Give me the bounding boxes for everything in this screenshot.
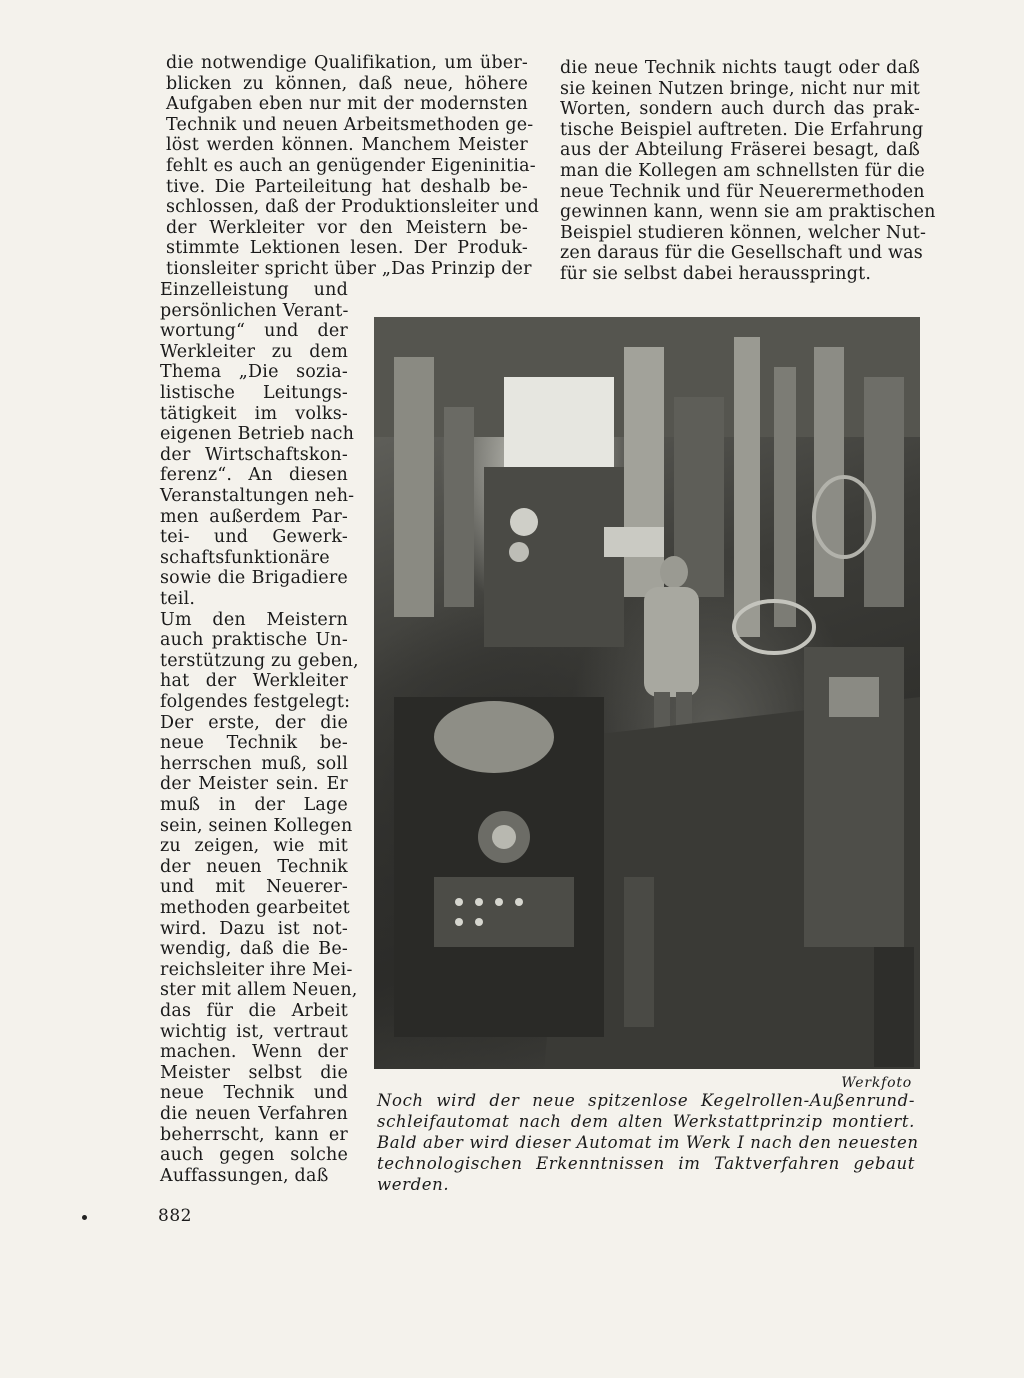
left-column-narrow-line: methoden gearbeitet [160,898,350,918]
page-number: 882 [158,1206,192,1226]
left-column-narrow-line: herrschen muß, soll [160,753,348,774]
left-column-full-line: tionsleiter spricht über „Das Prinzip der [166,259,532,279]
left-column-narrow-line: tätigkeit im volks- [160,403,348,424]
left-column-narrow-line: Um den Meistern [160,609,348,630]
caption-line: technologischen Erkenntnissen im Taktverfahren gebaut [377,1154,915,1173]
right-column-line: Beispiel studieren können, welcher Nut- [560,222,927,243]
left-column-narrow-line: wortung“ und der [160,321,348,342]
factory-photo [374,317,920,1069]
right-column-line: sie keinen Nutzen bringe, nicht nur mit [560,78,920,99]
left-column-narrow-line: terstützung zu geben, [160,650,359,671]
left-column-narrow-line: beherrscht, kann er [160,1124,348,1145]
right-column-line: man die Kollegen am schnellsten für die [560,161,925,181]
margin-mark [82,1215,87,1220]
left-column-narrow-line: wendig, daß die Be- [160,939,348,960]
left-column-narrow-line: das für die Arbeit [160,1001,348,1021]
left-column-narrow-line: neue Technik be- [160,733,348,754]
left-column-narrow-line: Meister selbst die [160,1062,348,1083]
right-column-line: aus der Abteilung Fräserei besagt, daß [560,140,920,161]
left-column-full-line: fehlt es auch an genügender Eigeninitia- [166,156,536,176]
left-column-narrow-line: Werkleiter zu dem [160,341,348,362]
caption-line: Noch wird der neue spitzenlose Kegelrollen-Außenrund- [377,1091,915,1110]
right-column-line: Worten, sondern auch durch das prak- [560,99,920,120]
left-column-narrow-line: Veranstaltungen neh- [160,486,355,506]
bright-machine-cover [504,377,614,467]
left-column-narrow-line: hat der Werkleiter [160,671,348,692]
caption-line: werden. [377,1175,450,1194]
right-column-line: tische Beispiel auftreten. Die Erfahrung [560,119,924,140]
left-column-narrow-line: muß in der Lage [160,795,348,815]
left-column-narrow-line: ster mit allem Neuen, [160,980,358,1001]
left-column-narrow-line: ferenz“. An diesen [160,465,348,486]
left-column-full-line: blicken zu können, daß neue, höhere [166,73,528,94]
left-column-narrow-line: wichtig ist, vertraut [160,1021,348,1042]
right-column-line: für sie selbst dabei herausspringt. [560,264,872,284]
left-column-full-line: die notwendige Qualifikation, um über- [166,53,528,73]
left-column-narrow-line: Thema „Die sozia- [160,362,348,383]
left-column-narrow-line: folgendes festgelegt: [160,692,351,712]
right-column-line: die neue Technik nichts taugt oder daß [560,58,920,78]
left-column-narrow-line: Einzelleistung und [160,280,348,300]
left-column-narrow-line: teil. [160,589,196,609]
left-column-narrow-line: Auffassungen, daß [160,1165,329,1186]
left-column-narrow-line: auch gegen solche [160,1145,348,1166]
left-column-full-line: schlossen, daß der Produktionsleiter und [166,197,540,218]
left-column-narrow-line: sowie die Brigadiere [160,568,348,589]
right-column-line: zen daraus für die Gesellschaft und was [560,243,923,264]
left-column-narrow-line: zu zeigen, wie mit [160,836,348,857]
caption-line: schleifautomat nach dem alten Werkstattprinzip montiert. [377,1112,915,1131]
left-column-narrow-line: tei- und Gewerk- [160,527,348,548]
left-column-narrow-line: reichsleiter ihre Mei- [160,959,353,980]
left-column-narrow-line: Der erste, der die [160,712,348,733]
left-column-narrow-line: neue Technik und [160,1083,348,1104]
left-column-full-line: Technik und neuen Arbeitsmethoden ge- [166,114,534,135]
photo-credit: Werkfoto [841,1075,912,1091]
left-column-narrow-line: der Meister sein. Er [160,774,348,795]
right-column-line: neue Technik und für Neuerermethoden [560,181,925,202]
left-column-narrow-line: schaftsfunktionäre [160,547,330,568]
factory-photo-illustration [374,317,920,1069]
left-column-narrow-line: men außerdem Par- [160,506,348,527]
caption-line: Bald aber wird dieser Automat im Werk I nach den neuesten [377,1133,919,1152]
left-column-narrow-line: eigenen Betrieb nach [160,424,355,445]
left-column-narrow-line: wird. Dazu ist not- [160,918,348,939]
left-column-full-line: der Werkleiter vor den Meistern be- [166,217,528,238]
left-column-narrow-line: persönlichen Verant- [160,300,349,321]
left-column-narrow-line: die neuen Verfahren [160,1104,348,1124]
left-column-narrow-line: listische Leitungs- [160,383,348,403]
left-column-full-line: löst werden können. Manchem Meister [166,135,528,156]
left-column-narrow-line: der neuen Technik [160,856,348,877]
left-column-narrow-line: und mit Neuerer- [160,877,348,898]
left-column-full-line: Aufgaben eben nur mit der modernsten [166,94,528,115]
left-column-narrow-line: auch praktische Un- [160,630,348,651]
left-column-narrow-line: der Wirtschaftskon- [160,444,348,465]
left-column-full-line: stimmte Lektionen lesen. Der Produk- [166,238,528,259]
left-column-narrow-line: sein, seinen Kollegen [160,815,353,836]
left-column-narrow-line: machen. Wenn der [160,1042,348,1063]
right-column-line: gewinnen kann, wenn sie am praktischen [560,202,936,223]
left-column-full-line: tive. Die Parteileitung hat deshalb be- [166,176,528,197]
